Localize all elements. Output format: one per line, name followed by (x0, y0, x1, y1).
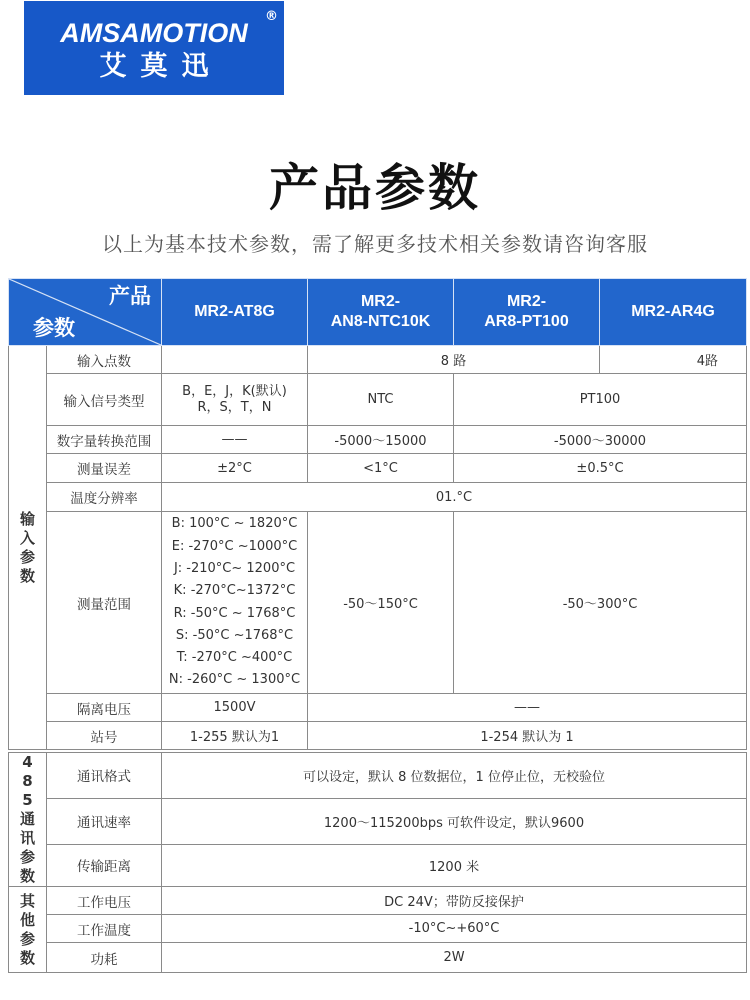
cell-points-at8g (162, 346, 308, 374)
table-row (9, 943, 747, 973)
row-label-signal: 输入信号类型 (47, 374, 162, 426)
model-header-an8-ntc10k: MR2- AN8-NTC10K (308, 279, 454, 346)
cell-signal-pt: PT100 (454, 374, 747, 426)
logo-brand-text: AMSAMOTION (60, 18, 248, 48)
cell-isolation-at8g: 1500V (162, 694, 308, 722)
row-label-temperature: 工作温度 (47, 915, 162, 943)
row-label-voltage: 工作电压 (47, 887, 162, 915)
table-header-row (9, 279, 747, 346)
cell-error-ntc: <1°C (308, 454, 454, 483)
cell-baud: 1200～115200bps 可软件设定，默认9600 (162, 798, 747, 844)
row-label-baud: 通讯速率 (47, 798, 162, 844)
group-other-params: 其他参数 (9, 887, 47, 973)
table-row (9, 844, 747, 887)
logo-chinese-text: 艾莫迅 (99, 51, 223, 82)
cell-power: 2W (162, 943, 747, 973)
cell-error-at8g: ±2°C (162, 454, 308, 483)
table-row (9, 753, 747, 799)
table-row (9, 798, 747, 844)
range-line: S: -50°C ~1768°C (175, 627, 294, 643)
cell-temperature: -10°C~+60°C (162, 915, 747, 943)
group-485-comm-params: 485通讯参数 (9, 753, 47, 887)
cell-digital-ntc: -5000～15000 (308, 426, 454, 454)
table-row (9, 512, 747, 694)
row-label-power: 功耗 (47, 943, 162, 973)
row-label-points: 输入点数 (47, 346, 162, 374)
cell-digital-pt: -5000～30000 (454, 426, 747, 454)
cell-station-rest: 1-254 默认为 1 (308, 722, 747, 750)
table-row (9, 346, 747, 374)
spec-table-lower (8, 752, 747, 973)
group-input-params: 输入参数 (9, 346, 47, 750)
registered-mark: ® (265, 9, 278, 24)
row-label-distance: 传输距离 (47, 844, 162, 887)
cell-voltage: DC 24V；带防反接保护 (162, 887, 747, 915)
cell-points-ar4g: 4路 (600, 346, 747, 374)
range-line: K: -270°C~1372°C (173, 583, 296, 599)
page-title: 产品参数 (269, 159, 481, 217)
table-row (9, 722, 747, 750)
range-line: J: -210°C~ 1200°C (173, 560, 296, 576)
signal-line-2: R，S，T，N (197, 399, 272, 415)
model-header-ar4g: MR2-AR4G (600, 279, 747, 346)
signal-line-1: B，E，J，K(默认) (182, 383, 287, 399)
row-label-isolation: 隔离电压 (47, 694, 162, 722)
table-row (9, 915, 747, 943)
page-subtitle: 以上为基本技术参数，需了解更多技术相关参数请咨询客服 (102, 232, 648, 256)
cell-resolution: 01.°C (162, 483, 747, 512)
cell-range-ntc: -50～150°C (308, 512, 454, 694)
table-row (9, 887, 747, 915)
table-row (9, 374, 747, 426)
model-header-at8g: MR2-AT8G (162, 279, 308, 346)
corner-product-label: 产品 (109, 285, 151, 308)
row-label-range: 测量范围 (47, 512, 162, 694)
row-label-station: 站号 (47, 722, 162, 750)
range-line: E: -270°C ~1000°C (171, 538, 298, 554)
cell-station-at8g: 1-255 默认为1 (162, 722, 308, 750)
cell-isolation-rest: —— (308, 694, 747, 722)
cell-points-ar8: 8 路 (308, 346, 600, 374)
table-row (9, 426, 747, 454)
brand-logo (24, 1, 284, 95)
model-header-ar8-pt100: MR2- AR8-PT100 (454, 279, 600, 346)
cell-range-pt: -50～300°C (454, 512, 747, 694)
cell-distance: 1200 米 (162, 844, 747, 887)
corner-param-label: 参数 (33, 317, 75, 340)
cell-digital-at8g: —— (162, 426, 308, 454)
cell-format: 可以设定，默认 8 位数据位，1 位停止位，无校验位 (162, 753, 747, 799)
row-label-resolution: 温度分辨率 (47, 483, 162, 512)
cell-signal-ntc: NTC (308, 374, 454, 426)
range-line: T: -270°C ~400°C (176, 650, 293, 666)
table-row (9, 694, 747, 722)
table-row (9, 454, 747, 483)
row-label-format: 通讯格式 (47, 753, 162, 799)
cell-error-pt: ±0.5°C (454, 454, 747, 483)
row-label-error: 测量误差 (47, 454, 162, 483)
spec-table (8, 278, 747, 750)
table-row (9, 483, 747, 512)
header-corner (9, 279, 162, 346)
range-line: N: -260°C ~ 1300°C (168, 672, 301, 688)
row-label-digital: 数字量转换范围 (47, 426, 162, 454)
cell-signal-at8g (162, 374, 308, 426)
cell-range-at8g (162, 512, 308, 694)
range-line: B: 100°C ~ 1820°C (171, 516, 298, 532)
range-line: R: -50°C ~ 1768°C (173, 605, 296, 621)
